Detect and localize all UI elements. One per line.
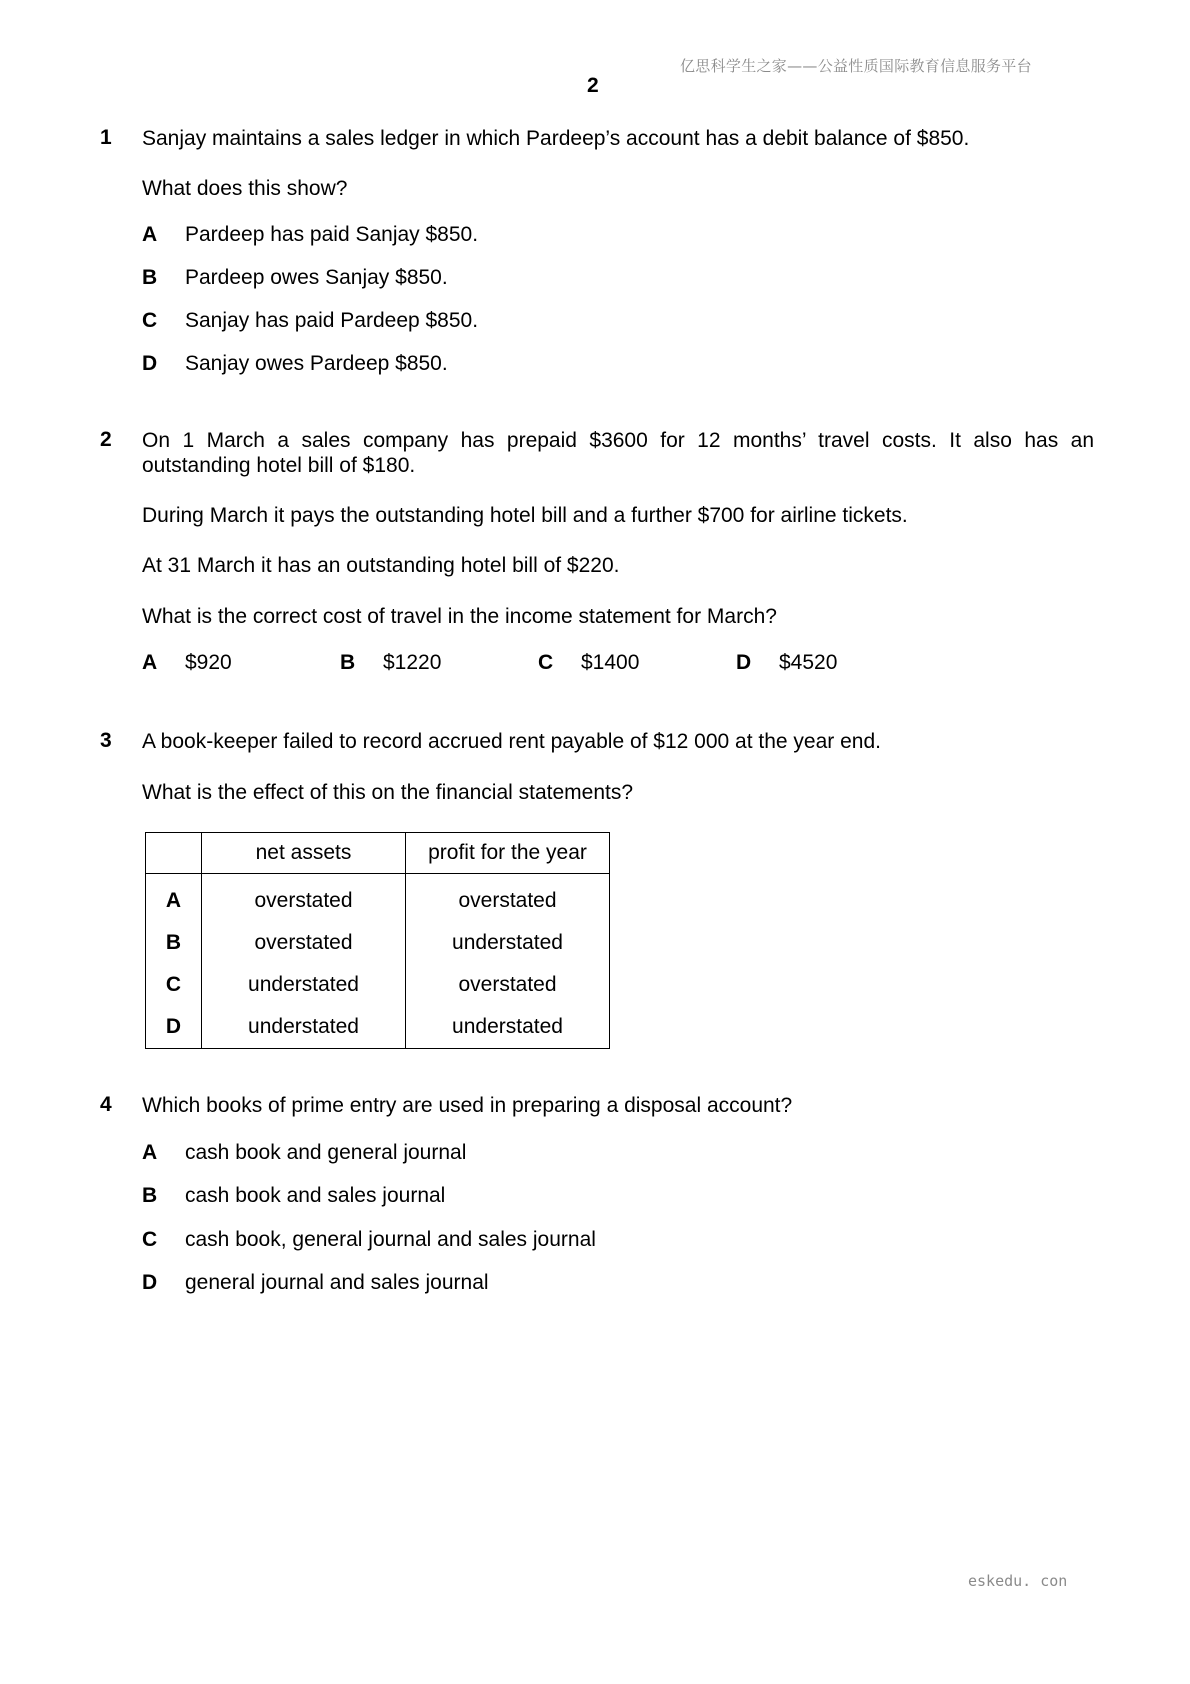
option-text: Pardeep owes Sanjay $850.	[185, 266, 448, 289]
options-row	[142, 651, 837, 675]
option-letter: B	[340, 651, 356, 674]
effect-table	[145, 832, 610, 1049]
option-c	[142, 309, 478, 333]
page-number: 2	[587, 74, 599, 97]
option-text: cash book and general journal	[185, 1141, 467, 1164]
option-letter: A	[142, 1141, 158, 1164]
question-text: Sanjay maintains a sales ledger in which Pardeep’s account has a debit balance of $850.	[142, 127, 970, 150]
option-letter: B	[142, 1184, 158, 1207]
question-text: On 1 March a sales company has prepaid $3600 for 12 months’ travel costs. It also has an outstanding hotel bill of $180.	[142, 429, 1094, 477]
option-b	[142, 1184, 445, 1208]
question-number: 1	[100, 126, 112, 149]
question-number: 2	[100, 428, 112, 451]
option-text: cash book and sales journal	[185, 1184, 446, 1207]
question-text: Which books of prime entry are used in preparing a disposal account?	[142, 1094, 793, 1117]
table-row	[146, 964, 610, 1006]
table-row	[146, 874, 610, 923]
question-text: A book-keeper failed to record accrued rent payable of $12 000 at the year end.	[142, 730, 881, 753]
question-number: 4	[100, 1093, 112, 1116]
question-prompt: What is the effect of this on the financial statements?	[142, 781, 634, 804]
option-letter: D	[736, 651, 752, 674]
option-letter: A	[142, 223, 158, 246]
table-cell: understated	[202, 964, 406, 1006]
option-text: $4520	[779, 651, 838, 674]
option-c	[538, 651, 736, 675]
option-d	[736, 651, 837, 675]
option-text: $920	[185, 651, 232, 674]
option-b	[340, 651, 538, 675]
option-a	[142, 223, 478, 247]
option-letter: D	[146, 1006, 202, 1049]
option-letter: A	[146, 874, 202, 923]
footer-watermark: eskedu. con	[968, 1572, 1068, 1590]
table-row	[146, 1006, 610, 1049]
option-letter: C	[142, 1228, 158, 1251]
option-letter: B	[146, 922, 202, 964]
option-a	[142, 651, 340, 675]
table-cell: overstated	[202, 874, 406, 923]
option-a	[142, 1141, 466, 1165]
option-c	[142, 1228, 596, 1252]
option-d	[142, 352, 448, 376]
option-text: general journal and sales journal	[185, 1271, 489, 1294]
question-text: During March it pays the outstanding hotel bill and a further $700 for airline tickets.	[142, 504, 908, 527]
question-text: At 31 March it has an outstanding hotel bill of $220.	[142, 554, 620, 577]
table-header-row	[146, 833, 610, 874]
option-text: Sanjay has paid Pardeep $850.	[185, 309, 479, 332]
option-text: cash book, general journal and sales journal	[185, 1228, 596, 1251]
table-cell: overstated	[202, 922, 406, 964]
table-cell: understated	[406, 1006, 610, 1049]
option-letter: B	[142, 266, 158, 289]
option-d	[142, 1271, 489, 1295]
option-letter: D	[142, 352, 158, 375]
table-cell: understated	[406, 922, 610, 964]
option-letter: C	[538, 651, 554, 674]
option-letter: C	[146, 964, 202, 1006]
question-prompt: What is the correct cost of travel in the income statement for March?	[142, 605, 777, 628]
header-watermark: 亿思科学生之家——公益性质国际教育信息服务平台	[680, 57, 1032, 75]
table-header-cell: net assets	[202, 833, 406, 874]
option-text: $1400	[581, 651, 640, 674]
option-text: $1220	[383, 651, 442, 674]
option-letter: D	[142, 1271, 158, 1294]
table-header-cell: profit for the year	[406, 833, 610, 874]
table-cell: understated	[202, 1006, 406, 1049]
question-prompt: What does this show?	[142, 177, 348, 200]
option-text: Pardeep has paid Sanjay $850.	[185, 223, 479, 246]
table-row	[146, 922, 610, 964]
option-text: Sanjay owes Pardeep $850.	[185, 352, 448, 375]
question-number: 3	[100, 729, 112, 752]
option-b	[142, 266, 448, 290]
table-header-cell	[146, 833, 202, 874]
option-letter: C	[142, 309, 158, 332]
table-cell: overstated	[406, 874, 610, 923]
option-letter: A	[142, 651, 158, 674]
table-cell: overstated	[406, 964, 610, 1006]
